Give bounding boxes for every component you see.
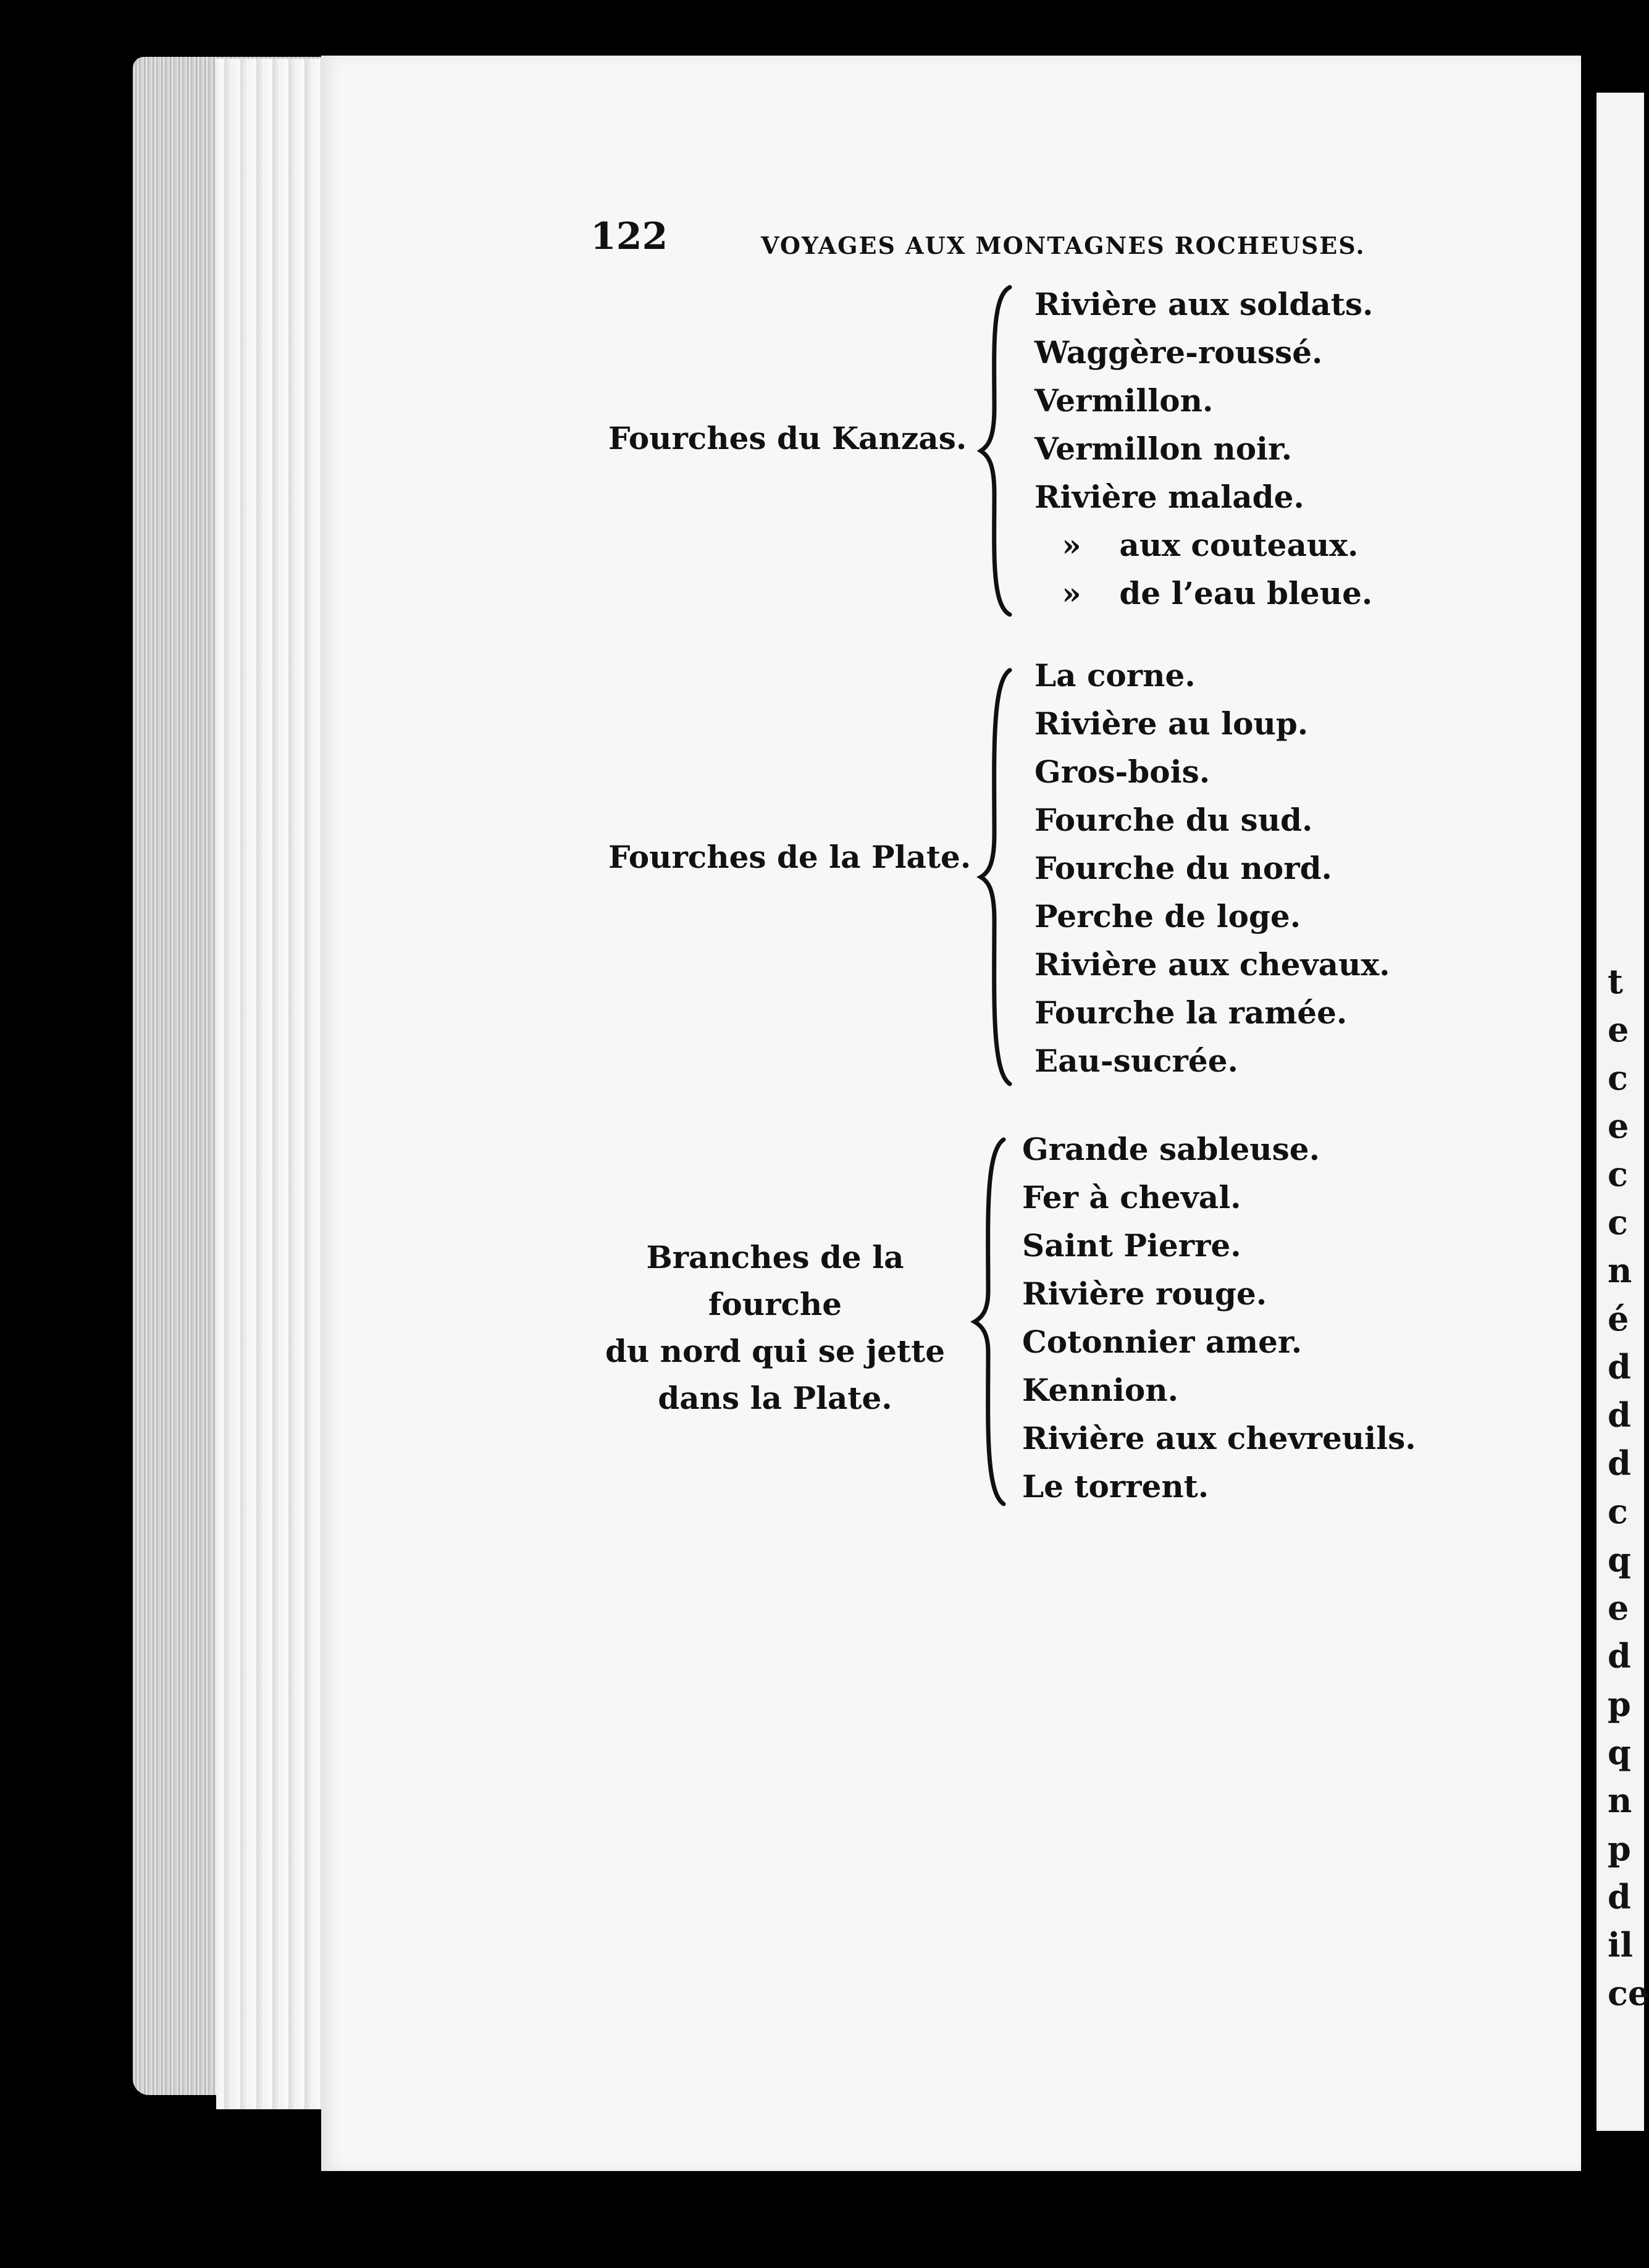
next-page-letter: n bbox=[1608, 1251, 1632, 1290]
group-label-line: Branches de la fourche bbox=[646, 1239, 904, 1322]
next-page-letter: c bbox=[1608, 1058, 1628, 1098]
list-item: Waggère-roussé. bbox=[1034, 334, 1323, 371]
brace-plate bbox=[976, 667, 1019, 1087]
next-page-letter: c bbox=[1608, 1492, 1628, 1531]
ditto-mark: » bbox=[1062, 527, 1081, 563]
brace-branches bbox=[970, 1136, 1013, 1507]
entry-list-branches bbox=[1022, 1125, 1416, 1511]
running-head: VOYAGES AUX MONTAGNES ROCHEUSES. bbox=[761, 232, 1366, 259]
list-item: Saint Pierre. bbox=[1022, 1227, 1241, 1264]
list-item-ditto bbox=[1034, 569, 1373, 618]
list-item: Rivière malade. bbox=[1034, 479, 1304, 515]
next-page-letter: p bbox=[1608, 1684, 1631, 1724]
list-item-ditto bbox=[1034, 521, 1373, 569]
next-page-letter: c bbox=[1608, 1154, 1628, 1194]
next-page-letter: ce bbox=[1608, 1973, 1649, 2013]
group-label-plate bbox=[608, 834, 971, 881]
next-page-letter: e bbox=[1608, 1588, 1629, 1628]
next-page-letter: d bbox=[1608, 1443, 1631, 1483]
list-item: Fourche du nord. bbox=[1034, 850, 1332, 886]
group-label-line: dans la Plate. bbox=[658, 1380, 892, 1416]
list-item: Fourche du sud. bbox=[1034, 802, 1313, 838]
list-item: Cotonnier amer. bbox=[1022, 1324, 1303, 1360]
next-page-edge bbox=[1597, 93, 1649, 2131]
ditto-mark: » bbox=[1062, 575, 1081, 611]
next-page-letter: q bbox=[1608, 1540, 1631, 1579]
next-page-letter: e bbox=[1608, 1010, 1629, 1049]
page-number: 122 bbox=[590, 215, 668, 258]
next-page-letter: il bbox=[1608, 1925, 1634, 1965]
list-item: Grande sableuse. bbox=[1022, 1131, 1320, 1167]
group-label-branches bbox=[577, 1234, 973, 1422]
list-item: Rivière aux soldats. bbox=[1034, 286, 1374, 322]
list-item: Fer à cheval. bbox=[1022, 1179, 1241, 1216]
group-label-line: Fourches de la Plate. bbox=[608, 839, 971, 875]
group-label-kanzas bbox=[608, 415, 967, 462]
next-page-letter: d bbox=[1608, 1347, 1631, 1387]
list-item: Eau-sucrée. bbox=[1034, 1043, 1238, 1079]
next-page-letter: d bbox=[1608, 1636, 1631, 1676]
next-page-letter: e bbox=[1608, 1106, 1629, 1146]
group-label-line: Fourches du Kanzas. bbox=[608, 420, 967, 456]
entry-list-kanzas bbox=[1034, 280, 1373, 618]
list-item: Rivière rouge. bbox=[1022, 1275, 1267, 1312]
ditto-text: aux couteaux. bbox=[1119, 527, 1359, 563]
list-item: Rivière aux chevreuils. bbox=[1022, 1420, 1416, 1456]
ditto-text: de l’eau bleue. bbox=[1119, 575, 1373, 611]
next-page-letter: q bbox=[1608, 1732, 1631, 1772]
next-page-letter: é bbox=[1608, 1299, 1629, 1338]
next-page-letter: d bbox=[1608, 1395, 1631, 1435]
list-item: Vermillon. bbox=[1034, 382, 1214, 419]
list-item: Kennion. bbox=[1022, 1372, 1178, 1408]
list-item: Vermillon noir. bbox=[1034, 430, 1293, 467]
entry-list-plate bbox=[1034, 652, 1390, 1085]
book-page bbox=[321, 56, 1581, 2171]
list-item: Rivière au loup. bbox=[1034, 705, 1309, 742]
list-item: La corne. bbox=[1034, 657, 1196, 694]
brace-kanzas bbox=[976, 284, 1019, 618]
list-item: Perche de loge. bbox=[1034, 898, 1301, 934]
list-item: Le torrent. bbox=[1022, 1468, 1209, 1505]
next-page-letter: d bbox=[1608, 1877, 1631, 1917]
list-item: Rivière aux chevaux. bbox=[1034, 946, 1390, 983]
next-page-letter: t bbox=[1608, 962, 1623, 1001]
list-item: Fourche la ramée. bbox=[1034, 994, 1348, 1031]
group-label-line: du nord qui se jette bbox=[605, 1333, 946, 1369]
next-page-letter: n bbox=[1608, 1781, 1632, 1820]
next-page-letter: p bbox=[1608, 1829, 1631, 1868]
list-item: Gros-bois. bbox=[1034, 754, 1211, 790]
next-page-letter: c bbox=[1608, 1203, 1628, 1242]
next-page-letters bbox=[1608, 957, 1649, 2017]
